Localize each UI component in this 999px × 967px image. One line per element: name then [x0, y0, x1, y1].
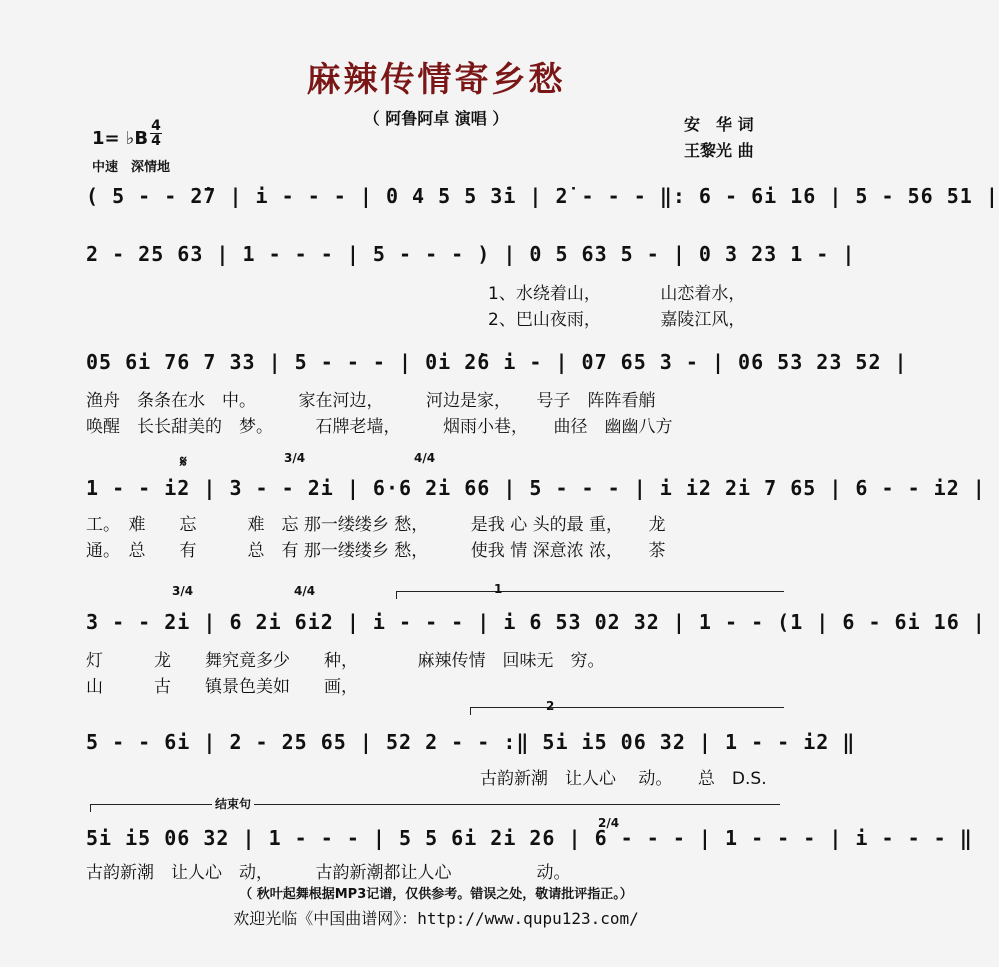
lyric-line-4-verse-2: 通。 总 有 总 有 那一缕缕乡 愁， 使我 情 深意浓 浓， 茶: [86, 541, 666, 561]
volta-1-tick: [396, 591, 397, 599]
volta-2-line: [470, 707, 784, 708]
time-top: 4: [151, 118, 161, 134]
coda-line: [90, 804, 780, 805]
song-title: 麻辣传情寄乡愁: [306, 60, 566, 100]
time-signature: [150, 119, 162, 148]
time-bottom: 4: [151, 133, 161, 149]
lyric-line-5-verse-1: 灯 龙 舞究竟多少 种， 麻辣传情 回味无 穷。: [86, 651, 605, 671]
lyric-line-2-verse-1: 1、水绕着山， 山恋着水，: [488, 284, 746, 304]
tempo-marking: 中速 深情地: [92, 160, 171, 175]
time-change-3-4-b: 3/4: [172, 584, 194, 598]
transcription-note: （ 秋叶起舞根据MP3记谱，仅供参考。错误之处，敬请批评指正。）: [239, 887, 633, 902]
score-line-5: 3 - - 2i | 6 2i 6i2 | i - - - | i 6 53 02 32 | 1 - - (1 | 6 - 6i 16 |: [86, 610, 986, 634]
coda-tick-left: [90, 804, 91, 812]
lyric-line-7: 古韵新潮 让人心 动， 古韵新潮都让人心 动。: [86, 863, 571, 883]
time-change-4-4: 4/4: [414, 451, 436, 465]
score-line-2: 2 - 25 63 | 1 - - - | 5 - - - ) | 0 5 63 5 - | 0 3 23 1 - |: [86, 242, 856, 266]
lyric-line-4-verse-1: 工。 难 忘 难 忘 那一缕缕乡 愁， 是我 心 头的最 重， 龙: [86, 515, 666, 535]
score-line-7: 5i i5 06 32 | 1 - - - | 5 5 6i 2i 26 | 6 - - - | 1 - - - | i - - - ‖: [86, 826, 973, 850]
time-change-3-4: 3/4: [284, 451, 306, 465]
lyric-line-2-verse-2: 2、巴山夜雨， 嘉陵江风，: [488, 310, 746, 330]
time-change-4-4-b: 4/4: [294, 584, 316, 598]
lyric-line-5-verse-2: 山 古 镇景色美如 画，: [86, 677, 358, 697]
score-line-1: ( 5 - - 2̇7 | i - - - | 0 4 5 5 3̇i | 2̇ - - - ‖: 6 - 6i 16 | 5 - 56 51 |: [86, 184, 999, 208]
coda-label: 结束句: [212, 795, 254, 812]
lyric-line-3-verse-1: 渔舟 条条在水 中。 家在河边， 河边是家， 号子 阵阵看艄: [86, 391, 656, 411]
key-signature: 1= ♭B: [92, 128, 149, 149]
lyric-line-3-verse-2: 唤醒 长长甜美的 梦。 石牌老墙， 烟雨小巷， 曲径 幽幽八方: [86, 417, 673, 437]
volta-2-tick: [470, 707, 471, 715]
site-link[interactable]: 欢迎光临《中国曲谱网》：http://www.qupu123.com/: [233, 909, 639, 928]
volta-1-label: 1: [494, 582, 503, 596]
score-line-4: 1 - - i2 | 3 - - 2i | 6·6 2i 66 | 5 - - - | i i2 2i 7 65 | 6 - - i2 |: [86, 476, 986, 500]
lyric-line-6: 古韵新潮 让人心 动。 总 D.S.: [480, 769, 767, 789]
time-change-2-4: 2/4: [598, 816, 620, 830]
score-line-3: 05 6i 76 7 33 | 5 - - - | 0i 2̇6 i - | 07 65 3 - | 06 53 23 52 |: [86, 350, 908, 374]
volta-2-label: 2: [546, 699, 555, 713]
song-subtitle: （ 阿鲁阿卓 演唱 ）: [363, 109, 509, 128]
lyricist-credit: 安 华 词: [684, 115, 754, 134]
volta-1-line: [396, 591, 784, 592]
composer-credit: 王黎光 曲: [684, 141, 754, 160]
segno-mark: 𝄋: [180, 452, 187, 471]
score-line-6: 5 - - 6i | 2 - 25 65 | 52 2 - - :‖ 5i i5 06 32 | 1 - - i2 ‖: [86, 730, 856, 754]
